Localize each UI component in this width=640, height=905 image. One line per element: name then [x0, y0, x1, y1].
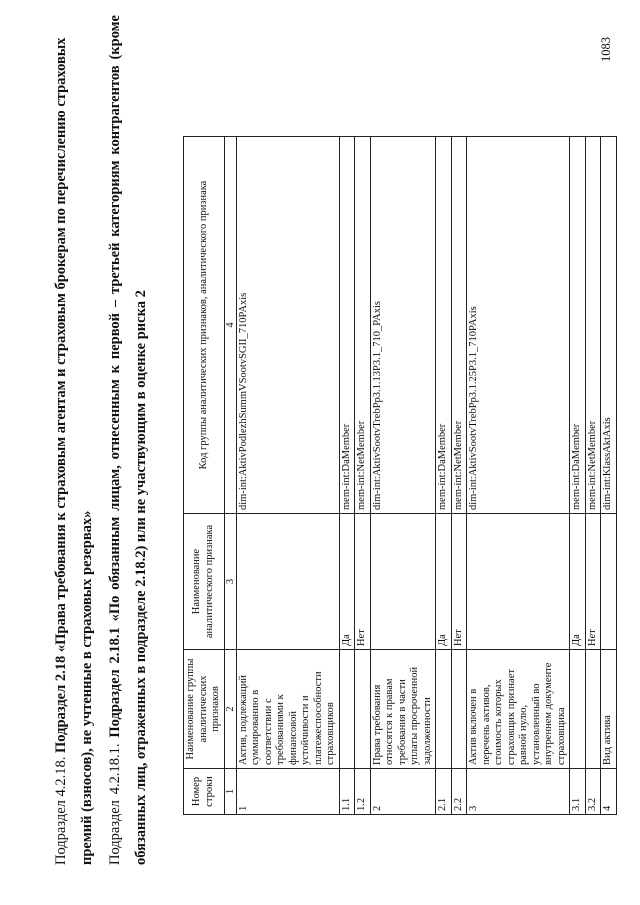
row-number-cell: 2.1	[436, 769, 452, 815]
attribute-name-cell: Нет	[355, 514, 371, 650]
section-title: Подраздел 2.18 «Права требования к страховым агентам и страховым брокерам по перечислению страховых премий (взносов), не учтенные в страховых резервах»	[53, 37, 95, 865]
attribute-name-cell	[467, 514, 570, 650]
subsection-title: Подраздел 2.18.1 «По обязанным лицам, отнесенным к первой – третьей категориям контрагентов (кроме обязанных лиц, отраженных в подразделе 2.18.2) или не участвующим в оценке риска 2	[107, 15, 149, 865]
table-row	[370, 137, 436, 815]
row-number-cell: 1.2	[355, 769, 371, 815]
code-cell: mem-int:NetMember	[355, 137, 371, 514]
attribute-name-cell: Нет	[451, 514, 467, 650]
table-row	[436, 137, 452, 815]
col-number: 4	[224, 137, 236, 514]
attribute-name-cell	[601, 514, 617, 650]
attribute-name-cell: Нет	[585, 514, 601, 650]
code-cell: dim-int:KlassAktAxis	[601, 137, 617, 514]
row-number-cell: 3.1	[570, 769, 586, 815]
group-name-cell	[585, 650, 601, 769]
table-header-row	[184, 137, 225, 815]
col-header-code: Код группы аналитических признаков, аналитического признака	[184, 137, 225, 514]
subsection-number: Подраздел 4.2.18.1.	[107, 743, 123, 865]
page-number: 1083	[599, 37, 613, 62]
row-number-cell: 2.2	[451, 769, 467, 815]
row-number-cell: 3.2	[585, 769, 601, 815]
group-name-cell: Права требования относятся к правам требования в части уплаты просроченной задолженности	[370, 650, 436, 769]
group-name-cell: Вид актива	[601, 650, 617, 769]
row-number-cell: 4	[601, 769, 617, 815]
group-name-cell	[355, 650, 371, 769]
row-number-cell: 1.1	[339, 769, 355, 815]
analytics-table	[183, 136, 617, 815]
row-number-cell: 3	[467, 769, 570, 815]
subsection-heading	[102, 15, 154, 865]
code-cell: mem-int:NetMember	[451, 137, 467, 514]
group-name-cell	[339, 650, 355, 769]
table-row	[451, 137, 467, 815]
col-number: 3	[224, 514, 236, 650]
attribute-name-cell	[370, 514, 436, 650]
attribute-name-cell: Да	[436, 514, 452, 650]
row-number-cell: 1	[236, 769, 339, 815]
group-name-cell: Актив включен в перечень активов, стоимость которых страховщик признает равной нулю, установленный во внутреннем документе страховщика	[467, 650, 570, 769]
section-heading	[48, 15, 100, 865]
code-cell: mem-int:DaMember	[436, 137, 452, 514]
table-row	[467, 137, 570, 815]
col-header-group: Наименование группы аналитических признаков	[184, 650, 225, 769]
table-body	[236, 137, 616, 815]
attribute-name-cell: Да	[570, 514, 586, 650]
code-cell: dim-int:AktivSootvTrebPp3.1.13P3.1_710_PAxis	[370, 137, 436, 514]
table-row	[570, 137, 586, 815]
code-cell: mem-int:DaMember	[339, 137, 355, 514]
group-name-cell	[570, 650, 586, 769]
row-number-cell: 2	[370, 769, 436, 815]
code-cell: dim-int:AktivSootvTrebPp3.1.25P3.1_710PAxis	[467, 137, 570, 514]
code-cell: dim-int:AktivPodlezhSummVSootvSGII_710PAxis	[236, 137, 339, 514]
col-number: 1	[224, 769, 236, 815]
table-row	[601, 137, 617, 815]
code-cell: mem-int:DaMember	[570, 137, 586, 514]
table-row	[236, 137, 339, 815]
column-number-row	[224, 137, 236, 815]
group-name-cell	[436, 650, 452, 769]
section-number: Подраздел 4.2.18.	[53, 756, 69, 865]
group-name-cell: Актив, подлежащий суммированию в соответствии с требованиями к финансовой устойчивости и платежеспособности страховщиков	[236, 650, 339, 769]
table-row	[339, 137, 355, 815]
col-number: 2	[224, 650, 236, 769]
group-name-cell	[451, 650, 467, 769]
col-header-name: Наименование аналитического признака	[184, 514, 225, 650]
col-header-number: Номер строки	[184, 769, 225, 815]
code-cell: mem-int:NetMember	[585, 137, 601, 514]
table-row	[355, 137, 371, 815]
table-row	[585, 137, 601, 815]
attribute-name-cell: Да	[339, 514, 355, 650]
attribute-name-cell	[236, 514, 339, 650]
